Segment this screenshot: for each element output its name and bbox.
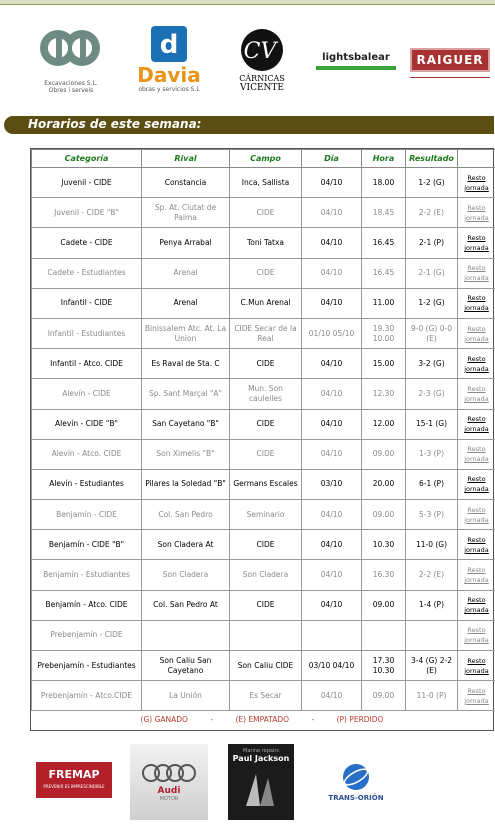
legend-separator: - xyxy=(311,715,315,724)
table-row xyxy=(32,681,495,711)
sponsor-line1: FREMAP xyxy=(48,768,100,781)
resto-jornada-link[interactable] xyxy=(458,409,495,439)
resto-jornada-link[interactable] xyxy=(458,590,495,620)
header-dia: Día xyxy=(302,150,362,168)
cell-rival: Son Cladera At xyxy=(142,530,230,560)
sponsor-logo-fremap[interactable] xyxy=(36,762,112,798)
cell-rival: Sp. At. Ciutat de Palma xyxy=(142,198,230,228)
cell-hora: 09.00 xyxy=(362,681,406,711)
cell-categoria: Prebenjamín - Atco.CIDE xyxy=(32,681,142,711)
cell-hora: 20.00 xyxy=(362,469,406,499)
legend-empatado: (E) EMPATADO xyxy=(235,715,290,724)
cell-dia: 04/10 xyxy=(302,409,362,439)
resto-jornada-link[interactable] xyxy=(458,349,495,379)
cell-campo: Son Cladera xyxy=(230,560,302,590)
table-row xyxy=(32,651,495,681)
cell-resultado: 9-0 (G) 0-0 (E) xyxy=(406,318,458,348)
cell-hora: 09.00 xyxy=(362,590,406,620)
link-line1[interactable]: Resto xyxy=(467,445,486,454)
cell-hora: 16.30 xyxy=(362,560,406,590)
cell-dia: 04/10 xyxy=(302,590,362,620)
cell-resultado: 6-1 (P) xyxy=(406,469,458,499)
link-line2[interactable]: jornada xyxy=(464,394,489,403)
table-row xyxy=(32,318,495,348)
raiguer-underline xyxy=(410,74,490,78)
resto-jornada-link[interactable] xyxy=(458,620,495,650)
cell-hora: 10.30 xyxy=(362,530,406,560)
cell-campo: CIDE Secar de la Real xyxy=(230,318,302,348)
resto-jornada-link[interactable] xyxy=(458,500,495,530)
cell-categoria: Alevín - Atco. CIDE xyxy=(32,439,142,469)
table-row xyxy=(32,168,495,198)
resto-jornada-link[interactable] xyxy=(458,198,495,228)
cell-dia: 03/10 04/10 xyxy=(302,651,362,681)
header-rival: Rival xyxy=(142,150,230,168)
sponsor-line2: PREVENIR ES IMPRESCINDIBLE xyxy=(43,784,105,789)
link-line2[interactable]: jornada xyxy=(464,606,489,615)
cell-categoria: Benjamín - CIDE "B" xyxy=(32,530,142,560)
resto-jornada-link[interactable] xyxy=(458,379,495,409)
sponsor-logo-lightsbalear[interactable] xyxy=(316,52,396,78)
legend-perdido: (P) PERDIDO xyxy=(336,715,384,724)
sponsor-line1: Excavaciones S.L. xyxy=(44,80,98,87)
cell-rival: Son Caliu San Cayetano xyxy=(142,651,230,681)
cell-campo: Inca, Sallista xyxy=(230,168,302,198)
cell-campo: CIDE xyxy=(230,258,302,288)
cell-dia: 04/10 xyxy=(302,168,362,198)
cell-dia: 04/10 xyxy=(302,560,362,590)
legend-ganado: (G) GANADO xyxy=(140,715,188,724)
lightsbalear-bar xyxy=(316,66,396,70)
cell-dia: 04/10 xyxy=(302,198,362,228)
resto-jornada-link[interactable] xyxy=(458,258,495,288)
cell-categoria: Infantil - CIDE xyxy=(32,288,142,318)
cell-resultado: 2-1 (G) xyxy=(406,258,458,288)
sponsor-logo-davia[interactable] xyxy=(134,26,204,106)
table-row xyxy=(32,349,495,379)
sponsor-line2: Marine repairs xyxy=(243,748,279,754)
link-line1[interactable]: Resto xyxy=(467,535,486,544)
cell-campo: Germans Escales xyxy=(230,469,302,499)
table-row xyxy=(32,620,495,650)
cell-dia: 04/10 xyxy=(302,288,362,318)
sponsor-logo-trans-orion[interactable] xyxy=(316,762,396,808)
cell-resultado: 2-2 (E) xyxy=(406,198,458,228)
link-line1[interactable]: Resto xyxy=(467,596,486,605)
cell-dia: 01/10 05/10 xyxy=(302,318,362,348)
cell-hora: 18.45 xyxy=(362,198,406,228)
cell-campo xyxy=(230,620,302,650)
top-rule-line xyxy=(0,4,495,5)
link-line2[interactable]: jornada xyxy=(464,485,489,494)
davia-icon xyxy=(151,26,187,62)
cell-categoria: Alevín - CIDE "B" xyxy=(32,409,142,439)
schedule-table xyxy=(31,149,495,711)
link-line1[interactable]: Resto xyxy=(467,475,486,484)
header-hora: Hora xyxy=(362,150,406,168)
cell-campo: CIDE xyxy=(230,590,302,620)
table-row xyxy=(32,228,495,258)
cell-hora: 16.45 xyxy=(362,228,406,258)
cell-resultado: 2-1 (P) xyxy=(406,228,458,258)
carnicas-emblem-icon xyxy=(240,28,284,72)
cell-hora: 12.00 xyxy=(362,409,406,439)
cell-campo: Seminario xyxy=(230,500,302,530)
link-line1[interactable]: Resto xyxy=(467,354,486,363)
cell-categoria: Benjamín - Estudiantes xyxy=(32,560,142,590)
link-line2[interactable]: jornada xyxy=(464,576,489,585)
sponsor-logo-excavaciones[interactable] xyxy=(36,26,106,98)
cell-rival: Arenal xyxy=(142,288,230,318)
legend-separator: - xyxy=(210,715,214,724)
table-row xyxy=(32,439,495,469)
link-line2[interactable]: jornada xyxy=(464,515,489,524)
header-campo: Campo xyxy=(230,150,302,168)
link-line2[interactable]: jornada xyxy=(464,425,489,434)
link-line1[interactable]: Resto xyxy=(467,686,486,695)
table-row xyxy=(32,530,495,560)
sponsor-line1: TRANS-ORIÓN xyxy=(328,794,384,802)
cell-dia: 04/10 xyxy=(302,349,362,379)
cell-resultado: 15-1 (G) xyxy=(406,409,458,439)
cell-resultado: 3-2 (G) xyxy=(406,349,458,379)
cell-hora: 17.30 10.30 xyxy=(362,651,406,681)
link-line2[interactable]: jornada xyxy=(464,455,489,464)
sponsor-line1: lightsbalear xyxy=(322,52,390,63)
link-line2[interactable]: jornada xyxy=(464,545,489,554)
cell-rival: Arenal xyxy=(142,258,230,288)
cell-rival: La Unión xyxy=(142,681,230,711)
table-row xyxy=(32,409,495,439)
link-line2[interactable]: jornada xyxy=(464,274,489,283)
link-line1[interactable]: Resto xyxy=(467,384,486,393)
sponsor-line1: Paul Jackson xyxy=(232,754,290,763)
cell-rival: Es Raval de Sta. C xyxy=(142,349,230,379)
cell-dia: 04/10 xyxy=(302,500,362,530)
cell-rival: Son Ximelis "B" xyxy=(142,439,230,469)
sponsors-bottom xyxy=(0,740,495,830)
sponsor-line2: MOTOR xyxy=(159,796,179,802)
link-line1[interactable]: Resto xyxy=(467,324,486,333)
header-categoria: Categoría xyxy=(32,150,142,168)
sponsor-logo-paul-jackson[interactable] xyxy=(228,744,294,820)
link-line2[interactable]: jornada xyxy=(464,364,489,373)
sponsor-line1: Audi xyxy=(157,786,181,796)
cell-resultado: 11-0 (G) xyxy=(406,530,458,560)
table-header-row xyxy=(32,150,495,168)
link-line2[interactable]: jornada xyxy=(464,213,489,222)
cell-dia: 04/10 xyxy=(302,258,362,288)
cell-categoria: Alevín - CIDE xyxy=(32,379,142,409)
cell-resultado: 2-3 (G) xyxy=(406,379,458,409)
cell-resultado: 2-2 (E) xyxy=(406,560,458,590)
cell-campo: CIDE xyxy=(230,409,302,439)
cell-campo: CIDE xyxy=(230,198,302,228)
link-line1[interactable]: Resto xyxy=(467,264,486,273)
link-line1[interactable]: Resto xyxy=(467,656,486,665)
sponsor-logo-raiguer[interactable] xyxy=(410,48,490,82)
cell-resultado: 5-3 (P) xyxy=(406,500,458,530)
resto-jornada-link[interactable] xyxy=(458,228,495,258)
table-row xyxy=(32,379,495,409)
link-line2[interactable]: jornada xyxy=(464,334,489,343)
link-line1[interactable]: Resto xyxy=(467,233,486,242)
cell-rival: Penya Arrabal xyxy=(142,228,230,258)
link-line2[interactable]: jornada xyxy=(464,243,489,252)
cell-campo: CIDE xyxy=(230,349,302,379)
section-heading-bar xyxy=(4,116,494,134)
resto-jornada-link[interactable] xyxy=(458,681,495,711)
link-line2[interactable]: jornada xyxy=(464,183,489,192)
cell-rival: Constancia xyxy=(142,168,230,198)
resto-jornada-link[interactable] xyxy=(458,439,495,469)
excavaciones-emblem-icon xyxy=(36,26,106,78)
cell-rival: Col. San Pedro At xyxy=(142,590,230,620)
cell-dia: 04/10 xyxy=(302,530,362,560)
cell-rival: Pilares la Soledad "B" xyxy=(142,469,230,499)
sponsor-line2: Obres i serveis xyxy=(48,87,94,94)
cell-resultado: 1-4 (P) xyxy=(406,590,458,620)
cell-resultado: 11-0 (P) xyxy=(406,681,458,711)
cell-categoria: Cadete - CIDE xyxy=(32,228,142,258)
cell-hora xyxy=(362,620,406,650)
sponsor-line2: obras y servicios S.L xyxy=(138,86,200,93)
link-line1[interactable]: Resto xyxy=(467,626,486,635)
cell-dia: 04/10 xyxy=(302,681,362,711)
resto-jornada-link[interactable] xyxy=(458,651,495,681)
header-resultado: Resultado xyxy=(406,150,458,168)
cell-hora: 09.00 xyxy=(362,439,406,469)
table-row xyxy=(32,590,495,620)
link-line2[interactable]: jornada xyxy=(464,304,489,313)
link-line1[interactable]: Resto xyxy=(467,294,486,303)
cell-hora: 15.00 xyxy=(362,349,406,379)
cell-hora: 16.45 xyxy=(362,258,406,288)
cell-categoria: Benjamín - CIDE xyxy=(32,500,142,530)
cell-hora: 09.00 xyxy=(362,500,406,530)
sponsor-logo-carnicas[interactable] xyxy=(232,28,292,106)
cell-rival: Col. San Pedro xyxy=(142,500,230,530)
cell-resultado xyxy=(406,620,458,650)
cell-resultado: 3-4 (G) 2-2 (E) xyxy=(406,651,458,681)
results-legend xyxy=(30,713,494,727)
link-line2[interactable]: jornada xyxy=(464,666,489,675)
cell-dia xyxy=(302,620,362,650)
cell-rival: Sp. Sant Marçal "A" xyxy=(142,379,230,409)
cell-campo: Mun. Son caulelles xyxy=(230,379,302,409)
sponsors-top xyxy=(0,20,495,110)
link-line1[interactable]: Resto xyxy=(467,173,486,182)
cell-campo: Son Caliu CIDE xyxy=(230,651,302,681)
cell-rival: San Cayetano "B" xyxy=(142,409,230,439)
resto-jornada-link[interactable] xyxy=(458,318,495,348)
cell-categoria: Juvenil - CIDE xyxy=(32,168,142,198)
link-line2[interactable]: jornada xyxy=(464,696,489,705)
sponsor-logo-audi[interactable] xyxy=(130,744,208,820)
cell-hora: 18.00 xyxy=(362,168,406,198)
cell-categoria: Alevín - Estudiantes xyxy=(32,469,142,499)
cell-campo: CIDE xyxy=(230,439,302,469)
header-link xyxy=(458,150,495,168)
cell-rival: Son Cladera xyxy=(142,560,230,590)
table-body xyxy=(32,168,495,711)
globe-icon xyxy=(341,762,371,792)
link-line1[interactable]: Resto xyxy=(467,203,486,212)
schedule-table-container xyxy=(30,148,494,731)
link-line1[interactable]: Resto xyxy=(467,566,486,575)
cell-campo: Toni Tatxa xyxy=(230,228,302,258)
cell-categoria: Benjamín - Atco. CIDE xyxy=(32,590,142,620)
svg-text:d: d xyxy=(159,30,179,60)
cell-hora: 12.30 xyxy=(362,379,406,409)
section-heading: Horarios de este semana: xyxy=(28,117,202,131)
paul-jackson-sails-icon xyxy=(236,768,286,808)
cell-categoria: Cadete - Estudiantes xyxy=(32,258,142,288)
cell-rival xyxy=(142,620,230,650)
resto-jornada-link[interactable] xyxy=(458,288,495,318)
cell-campo: C.Mun Arenal xyxy=(230,288,302,318)
cell-categoria: Juvenil - CIDE "B" xyxy=(32,198,142,228)
table-row xyxy=(32,198,495,228)
table-row xyxy=(32,560,495,590)
cell-dia: 04/10 xyxy=(302,439,362,469)
cell-campo: CIDE xyxy=(230,530,302,560)
cell-resultado: 1-2 (G) xyxy=(406,168,458,198)
sponsor-line1: CÁRNICAS xyxy=(239,74,285,83)
link-line1[interactable]: Resto xyxy=(467,415,486,424)
cell-campo: Es Secar xyxy=(230,681,302,711)
cell-categoria: Prebenjamín - CIDE xyxy=(32,620,142,650)
table-row xyxy=(32,500,495,530)
sponsor-line2: VICENTE xyxy=(240,83,284,93)
svg-text:CV: CV xyxy=(243,39,277,64)
sponsor-line1: RAIGUER xyxy=(410,48,490,72)
table-row xyxy=(32,258,495,288)
cell-dia: 04/10 xyxy=(302,228,362,258)
cell-dia: 03/10 xyxy=(302,469,362,499)
cell-dia: 04/10 xyxy=(302,379,362,409)
resto-jornada-link[interactable] xyxy=(458,168,495,198)
cell-hora: 19.30 10.00 xyxy=(362,318,406,348)
table-row xyxy=(32,469,495,499)
resto-jornada-link[interactable] xyxy=(458,560,495,590)
cell-hora: 11.00 xyxy=(362,288,406,318)
resto-jornada-link[interactable] xyxy=(458,469,495,499)
resto-jornada-link[interactable] xyxy=(458,530,495,560)
cell-rival: Binissalem Atc. At. La Union xyxy=(142,318,230,348)
link-line1[interactable]: Resto xyxy=(467,505,486,514)
table-row xyxy=(32,288,495,318)
cell-categoria: Prebenjamín - Estudiantes xyxy=(32,651,142,681)
sponsor-line1: Davia xyxy=(137,63,201,87)
cell-categoria: Infantil - Estudiantes xyxy=(32,318,142,348)
audi-rings-icon xyxy=(139,762,199,784)
link-line2[interactable]: jornada xyxy=(464,636,489,645)
cell-resultado: 1-2 (G) xyxy=(406,288,458,318)
cell-resultado: 1-3 (P) xyxy=(406,439,458,469)
cell-categoria: Infantil - Atco. CIDE xyxy=(32,349,142,379)
